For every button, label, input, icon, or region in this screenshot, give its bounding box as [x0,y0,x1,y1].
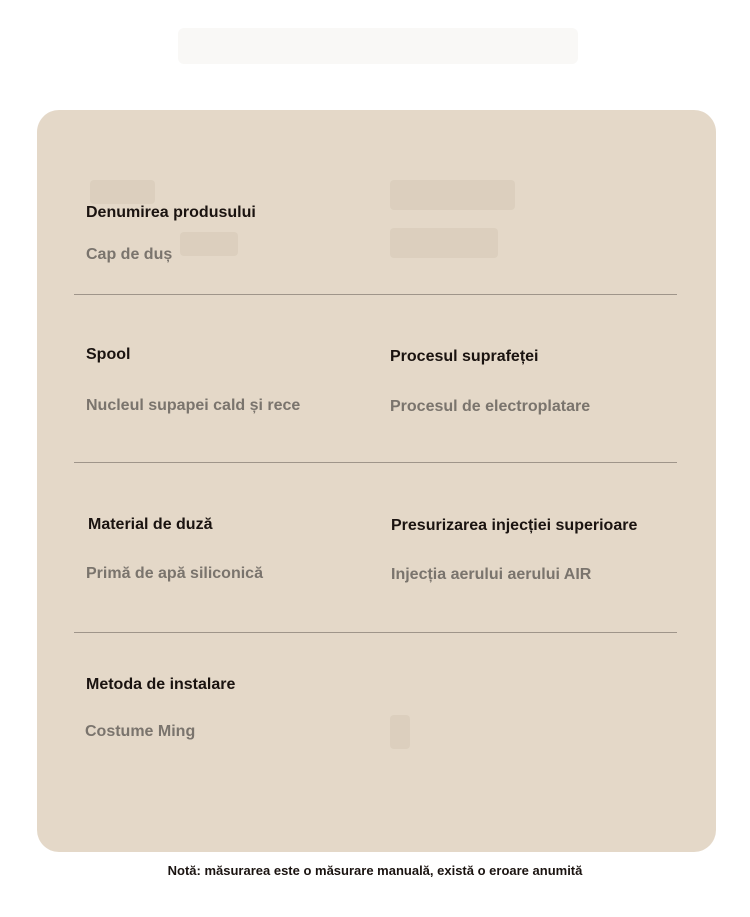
installation-value: Costume Ming [85,723,196,740]
ghost-block [180,232,238,256]
spool-label: Spool [86,346,131,363]
spool-value: Nucleul supapei cald și rece [86,397,301,414]
divider [74,294,677,295]
product-name-label: Denumirea produsului [86,204,256,221]
installation-label: Metoda de instalare [86,676,236,693]
surface-process-value: Procesul de electroplatare [390,398,591,415]
surface-process-label: Procesul suprafeței [390,348,539,365]
measurement-note: Notă: măsurarea este o măsurare manuală, există o eroare anumită [167,863,583,878]
ghost-block [390,228,498,258]
divider [74,632,677,633]
pressurization-value: Injecția aerului aerului AIR [391,566,592,583]
nozzle-material-value: Primă de apă siliconică [86,565,263,582]
ghost-block [390,715,410,749]
divider [74,462,677,463]
pressurization-label: Presurizarea injecției superioare [391,517,638,534]
ghost-block [390,180,515,210]
ghost-block [90,180,155,204]
nozzle-material-label: Material de duză [88,516,213,533]
product-name-value: Cap de duș [86,246,173,263]
header-placeholder [178,28,578,64]
